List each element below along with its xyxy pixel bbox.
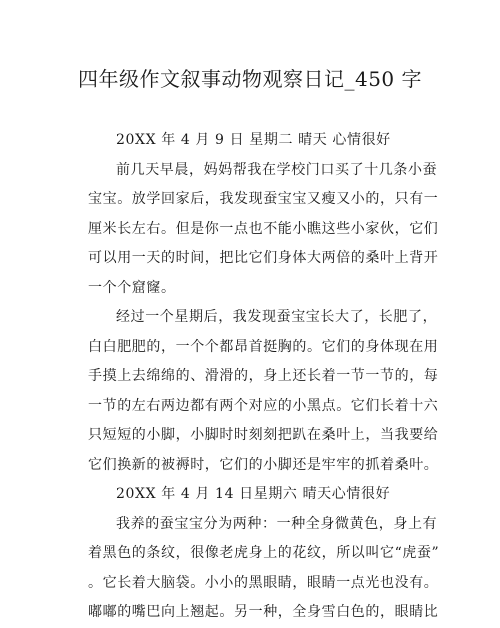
body-line: 着黑色的条纹，很像老虎身上的花纹，所以叫它“虎蚕”	[88, 545, 440, 561]
body-line: 嘟嘟的嘴巴向上翘起。另一种，全身雪白色的，眼睛比	[88, 604, 439, 620]
body-line: 厘米长左右。但是你一点也不能小瞧这些小家伙，它们	[88, 220, 439, 237]
body-line: 只短短的小脚，小脚时时刻刻把趴在桑叶上，当我要给	[88, 427, 439, 443]
document-title: 四年级作文叙事动物观察日记_450 字	[77, 67, 423, 91]
body-line: 一个个窟窿。	[88, 279, 176, 296]
body-line: 20XX 年 4 月 9 日 星期二 晴天 心情很好	[116, 132, 391, 148]
body-line: 白白肥肥的，一个个都昂首挺胸的。它们的身体现在用	[88, 338, 439, 355]
body-line: 它们换新的被褥时，它们的小脚还是牢牢的抓着桑叶。	[88, 456, 439, 473]
body-line: 20XX 年 4 月 14 日星期六 晴天心情很好	[116, 486, 391, 502]
body-line: 可以用一天的时间，把比它们身体大两倍的桑叶上背开	[88, 250, 439, 266]
body-line: 宝宝。放学回家后，我发现蚕宝宝又瘦又小的，只有一	[88, 191, 439, 207]
body-line: 一节的左右两边都有两个对应的小黑点。它们长着十六	[88, 397, 439, 414]
body-line: 前几天早晨，妈妈帮我在学校门口买了十几条小蚕	[116, 161, 438, 178]
body-line: 手摸上去绵绵的、滑滑的，身上还长着一节一节的，每	[88, 368, 439, 384]
body-line: 我养的蚕宝宝分为两种：一种全身微黄色，身上有	[116, 515, 438, 532]
body-line: 经过一个星期后，我发现蚕宝宝长大了，长肥了，	[116, 309, 438, 325]
document-body	[88, 126, 440, 628]
body-line: 。它长着大脑袋。小小的黑眼睛，眼睛一点光也没有。	[88, 574, 439, 591]
